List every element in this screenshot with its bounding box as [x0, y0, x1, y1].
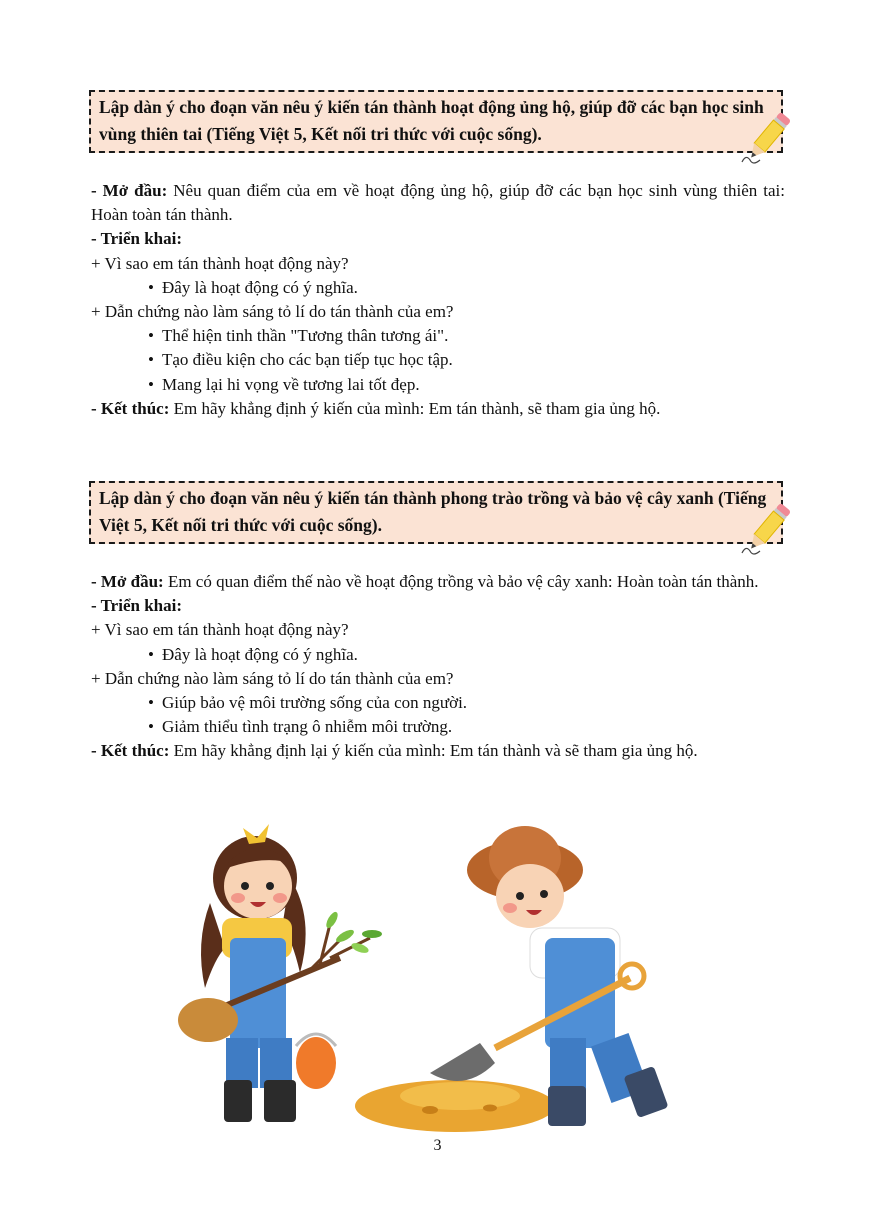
pencil-icon — [738, 499, 798, 561]
intro-label: - Mở đầu: — [91, 572, 164, 591]
section-2 — [91, 570, 785, 764]
heading-2-text: Lập dàn ý cho đoạn văn nêu ý kiến tán thành phong trào trồng và bảo vệ cây xanh (Tiếng Việt 5, Kết nối tri thức với cuộc sống). — [99, 488, 767, 535]
heading-1-text: Lập dàn ý cho đoạn văn nêu ý kiến tán thành hoạt động ủng hộ, giúp đỡ các bạn học sinh vùng thiên tai (Tiếng Việt 5, Kết nối tri thức với cuộc sống). — [99, 97, 764, 144]
conclusion-label: - Kết thúc: — [91, 741, 170, 761]
intro-paragraph — [91, 179, 785, 227]
question-1: + Vì sao em tán thành hoạt động này? — [91, 620, 349, 640]
list-item: • Mang lại hi vọng về tương lai tốt đẹp. — [91, 373, 785, 397]
list-item: • Đây là hoạt động có ý nghĩa. — [91, 643, 785, 667]
list-item: • Thể hiện tinh thần "Tương thân tương ái". — [91, 324, 785, 348]
question-2: + Dẫn chứng nào làm sáng tỏ lí do tán thành của em? — [91, 302, 454, 322]
intro-text: Nêu quan điểm của em về hoạt động ủng hộ, giúp đỡ các bạn học sinh vùng thiên tai: Hoàn toàn tán thành. — [91, 181, 785, 225]
heading-box-1 — [89, 90, 783, 153]
list-item: • Đây là hoạt động có ý nghĩa. — [91, 276, 785, 300]
intro-text: Em có quan điểm thế nào về hoạt động trồng và bảo vệ cây xanh: Hoàn toàn tán thành. — [167, 572, 759, 591]
pencil-icon — [738, 108, 798, 170]
heading-box-2 — [89, 481, 783, 544]
intro-paragraph — [91, 570, 785, 594]
conclusion-label: - Kết thúc: — [91, 398, 170, 418]
conclusion-paragraph — [91, 739, 785, 763]
conclusion-text: Em hãy khẳng định lại ý kiến của mình: Em tán thành và sẽ tham gia ủng hộ. — [173, 741, 698, 761]
conclusion-text: Em hãy khẳng định ý kiến của mình: Em tán thành, sẽ tham gia ủng hộ. — [173, 398, 661, 418]
section-1 — [91, 179, 785, 421]
page-number: 3 — [433, 1137, 442, 1154]
question-1: + Vì sao em tán thành hoạt động này? — [91, 253, 349, 273]
body-label: - Triển khai: — [91, 596, 182, 616]
question-2: + Dẫn chứng nào làm sáng tỏ lí do tán thành của em? — [91, 668, 454, 688]
intro-label: - Mở đầu: — [91, 181, 168, 200]
list-item: • Tạo điều kiện cho các bạn tiếp tục học tập. — [91, 348, 785, 372]
list-item: • Giúp bảo vệ môi trường sống của con người. — [91, 691, 785, 715]
conclusion-paragraph — [91, 397, 785, 421]
body-label: - Triển khai: — [91, 229, 182, 249]
list-item: • Giảm thiểu tình trạng ô nhiễm môi trường. — [91, 715, 785, 739]
children-planting-illustration — [160, 808, 720, 1138]
